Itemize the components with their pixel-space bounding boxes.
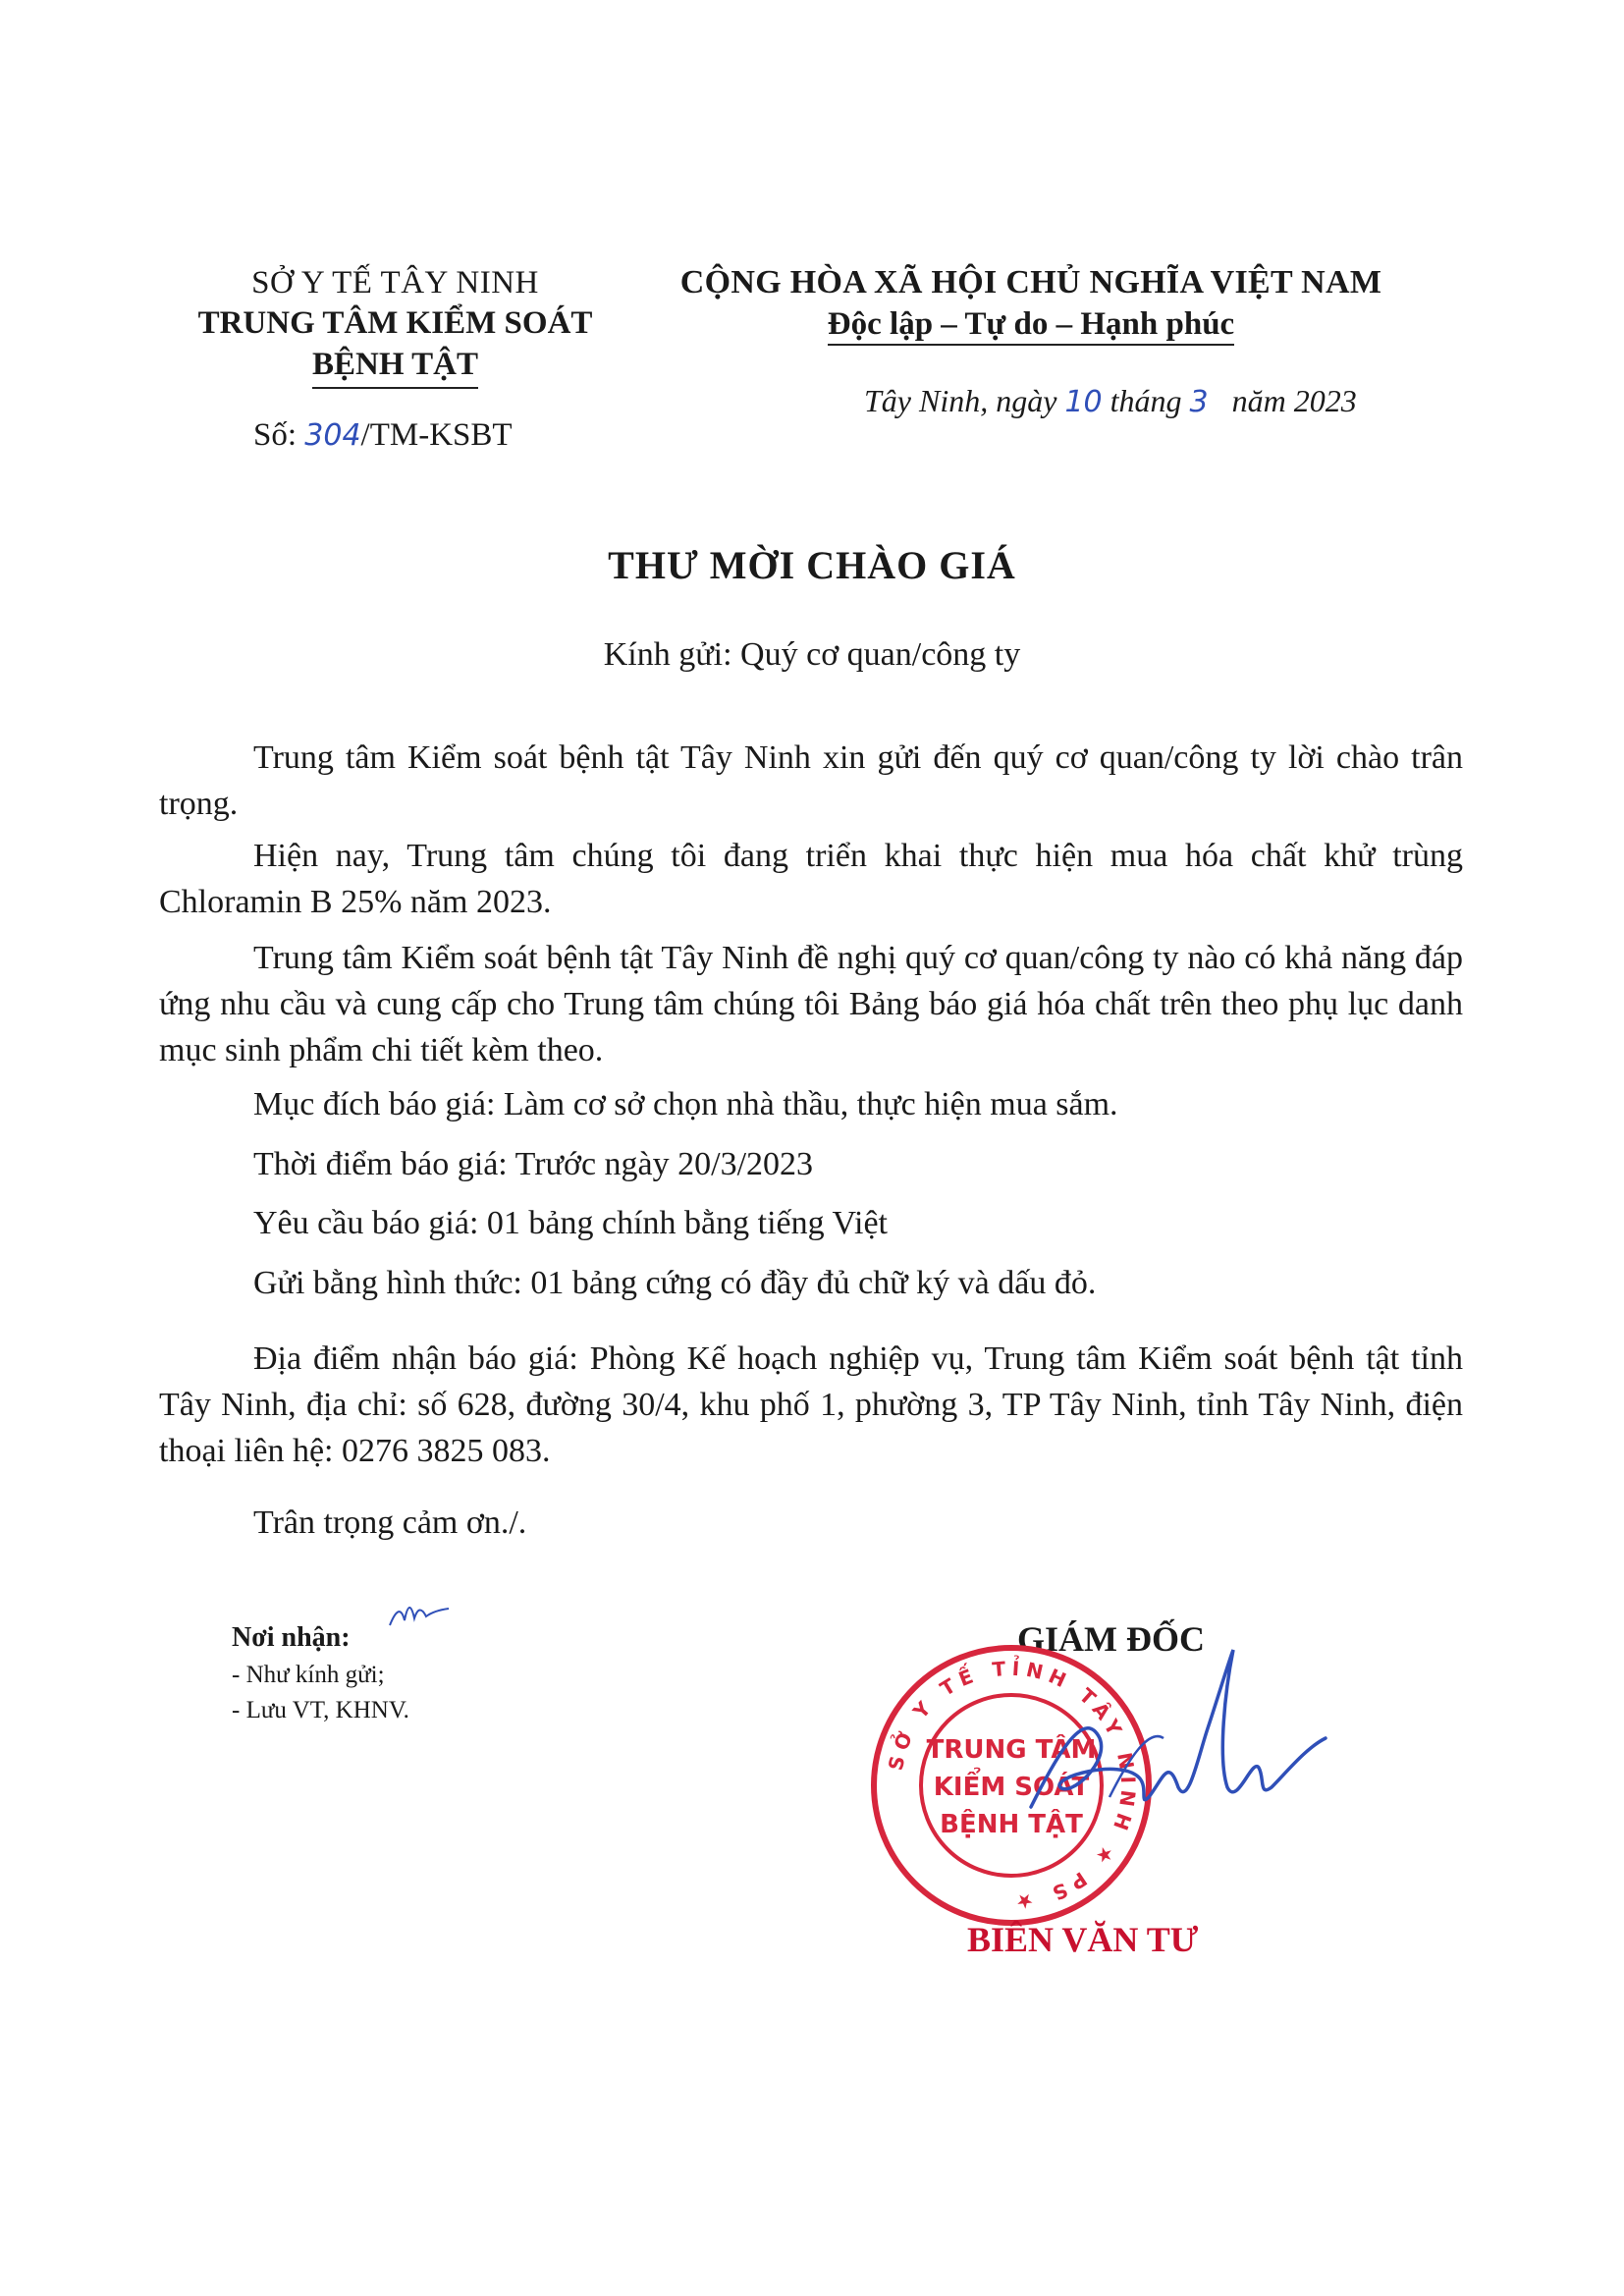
national-motto: Độc lập – Tự do – Hạnh phúc [658, 304, 1404, 344]
issuer-name-line1: TRUNG TÂM KIỂM SOÁT [197, 305, 593, 341]
body-send-form: Gửi bằng hình thức: 01 bảng cứng có đầy đủ chữ ký và dấu đỏ. [253, 1265, 1097, 1301]
issuer-parent: SỞ Y TẾ TÂY NINH [251, 265, 539, 301]
svg-text:BỆNH TẬT: BỆNH TẬT [940, 1810, 1083, 1839]
body-requirement: Yêu cầu báo giá: 01 bảng chính bằng tiếng Việt [253, 1205, 888, 1241]
date-month: 3 [1189, 385, 1209, 419]
national-header [658, 261, 1404, 344]
body-deadline: Thời điểm báo giá: Trước ngày 20/3/2023 [253, 1146, 814, 1182]
body-paragraph-request: Trung tâm Kiểm soát bệnh tật Tây Ninh đề nghị quý cơ quan/công ty nào có khả năng đáp ứng nhu cầu và cung cấp cho Trung tâm chúng tôi Bảng báo giá hóa chất trên theo phụ lục danh mục sinh phẩm chi tiết kèm theo. [159, 940, 1463, 1068]
body-purpose: Mục đích báo giá: Làm cơ sở chọn nhà thầu, thực hiện mua sắm. [253, 1086, 1118, 1122]
date-month-label: tháng [1110, 383, 1182, 418]
recipients-title: Nơi nhận: [232, 1622, 351, 1653]
body-paragraph-greeting: Trung tâm Kiểm soát bệnh tật Tây Ninh xin gửi đến quý cơ quan/công ty lời chào trân trọng. [159, 739, 1463, 822]
date-place: Tây Ninh, ngày [864, 383, 1057, 418]
document-number-prefix: Số: [253, 417, 305, 453]
handwritten-signature [1001, 1640, 1335, 1846]
recipients-item: - Như kính gửi; [232, 1662, 385, 1688]
country-name: CỘNG HÒA XÃ HỘI CHỦ NGHĨA VIỆT NAM [679, 264, 1382, 301]
document-title: THƯ MỜI CHÀO GIÁ [608, 543, 1016, 587]
issuer-block [147, 263, 643, 389]
document-number [253, 417, 513, 454]
body-closing: Trân trọng cảm ơn./. [253, 1504, 527, 1541]
date-line [864, 383, 1357, 419]
initials-mark [385, 1591, 454, 1635]
recipient-line: Kính gửi: Quý cơ quan/công ty [603, 636, 1021, 673]
issuer-name-line2: BỆNH TẬT [312, 344, 478, 389]
document-number-suffix: /TM-KSBT [360, 417, 513, 453]
body-location: Địa điểm nhận báo giá: Phòng Kế hoạch nghiệp vụ, Trung tâm Kiểm soát bệnh tật tỉnh Tây Ninh, địa chỉ: số 628, đường 30/4, khu phố 1, phường 3, TP Tây Ninh, tỉnh Tây Ninh, điện thoại liên hệ: 0276 3825 083. [159, 1340, 1463, 1469]
svg-text:KIỂM SOÁT: KIỂM SOÁT [933, 1773, 1090, 1802]
signer-name: BIÊN VĂN TƯ [967, 1920, 1199, 1959]
date-year: năm 2023 [1231, 383, 1357, 418]
document-number-handwritten: 304 [304, 418, 361, 453]
recipients-item: - Lưu VT, KHNV. [232, 1697, 409, 1723]
signer-position: GIÁM ĐỐC [1017, 1619, 1205, 1659]
body-paragraph-context: Hiện nay, Trung tâm chúng tôi đang triển khai thực hiện mua hóa chất khử trùng Chloramin B 25% năm 2023. [159, 838, 1463, 920]
svg-text:SỞ Y TẾ TỈNH TÂY NINH ★ PS ★: SỞ Y TẾ TỈNH TÂY NINH ★ PS ★ [883, 1656, 1141, 1915]
svg-text:TRUNG TÂM: TRUNG TÂM [926, 1735, 1097, 1765]
date-day: 10 [1064, 385, 1103, 419]
